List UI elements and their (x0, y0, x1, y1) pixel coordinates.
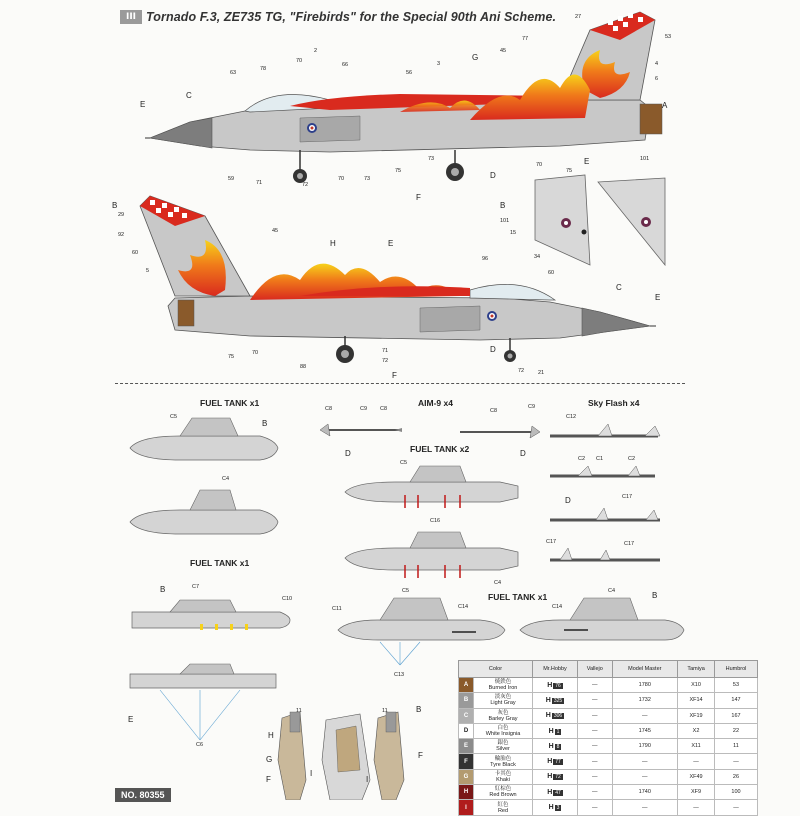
callout-C4c: C4 (608, 588, 616, 594)
callout-59: 59 (228, 176, 235, 182)
humbrol-value: 11 (714, 739, 757, 754)
col-humbrol: Humbrol (714, 661, 757, 678)
callout-45b: 45 (272, 228, 279, 234)
color-name-en: Silver (496, 746, 510, 753)
hobby-number: 306 (553, 713, 563, 720)
callout-88: 88 (300, 364, 307, 370)
mr-hobby-value (533, 754, 578, 769)
mr-hobby-value (533, 785, 578, 800)
callout-E-tank3: E (128, 715, 134, 724)
callout-C17: C17 (622, 494, 633, 500)
callout-B-tank4: B (652, 591, 658, 600)
model-master-value: 1732 (612, 693, 678, 708)
callout-D-sky: D (565, 496, 571, 505)
vallejo-value: — (578, 769, 613, 784)
hobby-number: 8 (556, 743, 560, 750)
callout-C5c: C5 (402, 588, 410, 594)
mr-hobby-value (533, 678, 578, 693)
callout-70b: 70 (338, 176, 345, 182)
callout-C5: C5 (170, 414, 178, 420)
table-row (459, 723, 758, 738)
callout-92: 92 (118, 232, 125, 238)
callout-72c: 72 (518, 368, 525, 374)
callout-D-aim9b: D (520, 449, 526, 458)
callout-71: 71 (256, 180, 263, 186)
fuel-tank-3-views (128, 558, 292, 748)
callout-F-seat: F (266, 775, 271, 784)
callout-D-aim9: D (345, 449, 351, 458)
wing-detail-panel-left (500, 175, 590, 265)
color-name-zh: 灰色 (497, 709, 509, 716)
color-name-zh: 淡灰色 (494, 694, 512, 701)
humbrol-value: — (714, 754, 757, 769)
callout-C6: C6 (196, 742, 204, 748)
callout-C13: C13 (394, 672, 405, 678)
callout-96: 96 (482, 256, 489, 262)
callout-63: 63 (230, 70, 237, 76)
callout-C17b: C17 (546, 539, 557, 545)
fuel-tank-4-title: FUEL TANK x1 (488, 592, 548, 602)
model-master-value: — (612, 708, 678, 723)
hobby-number: 76 (555, 682, 561, 689)
color-name-zh: 白色 (497, 725, 509, 732)
color-code: G (459, 769, 474, 784)
hobby-prefix: H (548, 727, 554, 735)
tamiya-value: X11 (678, 739, 715, 754)
callout-53: 53 (665, 34, 672, 40)
skyflash-missiles (546, 398, 660, 560)
callout-F2: F (392, 371, 397, 380)
callout-E3: E (655, 293, 661, 302)
callout-B-tank1: B (262, 419, 268, 428)
table-row (459, 678, 758, 693)
callout-C9: C9 (360, 406, 368, 412)
callout-77: 77 (522, 36, 529, 42)
hobby-prefix: H (547, 681, 553, 689)
color-name-zh: 銀色 (497, 740, 509, 747)
scheme-title: Tornado F.3, ZE735 TG, "Firebirds" for the Special 90th Ani Scheme. (146, 10, 557, 24)
callout-C10: C10 (282, 596, 293, 602)
section-divider (115, 383, 685, 384)
tamiya-value: XF14 (678, 693, 715, 708)
model-master-value: — (612, 754, 678, 769)
mr-hobby-value (533, 708, 578, 723)
color-name (474, 708, 533, 723)
tamiya-value: — (678, 800, 715, 815)
hobby-prefix: H (547, 788, 553, 796)
color-name (474, 769, 533, 784)
table-row (459, 769, 758, 784)
tamiya-value: X2 (678, 723, 715, 738)
callout-C8b: C8 (380, 406, 388, 412)
callout-70c: 70 (536, 162, 543, 168)
callout-72: 72 (302, 182, 309, 188)
model-master-value: 1780 (612, 678, 678, 693)
tamiya-value: — (678, 754, 715, 769)
section-badge: III (120, 10, 142, 24)
callout-60b: 60 (548, 270, 555, 276)
hobby-prefix: H (545, 696, 551, 704)
color-name-en: Red Brown (489, 792, 517, 799)
callout-D2: D (490, 345, 496, 354)
callout-C5b: C5 (400, 460, 408, 466)
callout-56: 56 (406, 70, 413, 76)
callout-C11: C11 (332, 606, 342, 612)
callout-E2: E (388, 239, 394, 248)
callout-78: 78 (260, 66, 267, 72)
table-row (459, 739, 758, 754)
skyflash-title: Sky Flash x4 (588, 398, 640, 408)
color-code: B (459, 693, 474, 708)
tamiya-value: XF9 (678, 785, 715, 800)
color-name-en: Khaki (496, 776, 510, 783)
callout-C2b: C2 (628, 456, 636, 462)
color-name-en: Tyre Black (490, 761, 516, 768)
table-row (459, 693, 758, 708)
model-master-value: — (612, 800, 678, 815)
hobby-number: 1 (556, 728, 560, 735)
callout-60: 60 (132, 250, 139, 256)
humbrol-value: 26 (714, 769, 757, 784)
color-name-zh: 輪胎色 (494, 755, 512, 762)
color-name (474, 678, 533, 693)
color-name (474, 800, 533, 815)
callout-4: 4 (655, 61, 659, 67)
ejection-seat-left (266, 708, 306, 800)
color-code: A (459, 678, 474, 693)
color-name-en: Red (497, 807, 509, 814)
callout-A: A (662, 101, 668, 110)
aim9-title: AIM-9 x4 (418, 398, 453, 408)
callout-29: 29 (118, 212, 125, 218)
skyflash-3 (550, 494, 660, 520)
vallejo-value: — (578, 754, 613, 769)
callout-B-top: B (112, 201, 118, 210)
hobby-prefix: H (548, 742, 554, 750)
callout-B-tank3: B (160, 585, 166, 594)
vallejo-value: — (578, 708, 613, 723)
skyflash-2 (550, 456, 655, 476)
hobby-prefix: H (548, 804, 554, 812)
color-name-en: Burned Iron (488, 685, 518, 692)
table-header-row (459, 661, 758, 678)
callout-C1: C1 (596, 456, 604, 462)
hobby-prefix: H (547, 758, 553, 766)
callout-34: 34 (534, 254, 541, 260)
color-name (474, 693, 533, 708)
callout-C7: C7 (192, 584, 200, 590)
fuel-tank-1-title: FUEL TANK x1 (200, 398, 260, 408)
fuel-tank-3-title: FUEL TANK x1 (190, 558, 250, 568)
mr-hobby-value (533, 693, 578, 708)
mr-hobby-value (533, 739, 578, 754)
callout-C4: C4 (222, 476, 230, 482)
col-tamiya: Tamiya (678, 661, 715, 678)
callout-C: C (186, 91, 192, 100)
table-row (459, 785, 758, 800)
humbrol-value: 100 (714, 785, 757, 800)
color-name-en: White Insignia (485, 731, 521, 738)
callout-F: F (416, 193, 421, 202)
callout-G: G (472, 53, 479, 62)
humbrol-value: 22 (714, 723, 757, 738)
model-master-value: — (612, 769, 678, 784)
color-name-en: Light Gray (490, 700, 516, 707)
color-code: F (459, 754, 474, 769)
table-row (459, 708, 758, 723)
hobby-number: 325 (553, 697, 563, 704)
callout-70d: 70 (252, 350, 259, 356)
callout-B-seat: B (416, 705, 422, 714)
callout-6: 6 (655, 76, 659, 82)
col-mr-hobby: Mr.Hobby (533, 661, 578, 678)
ejection-seats (266, 705, 423, 800)
hobby-number: 47 (555, 789, 561, 796)
vallejo-value: — (578, 723, 613, 738)
color-code: I (459, 800, 474, 815)
callout-C14: C14 (458, 604, 469, 610)
vallejo-value: — (578, 678, 613, 693)
vallejo-value: — (578, 693, 613, 708)
humbrol-value: 167 (714, 708, 757, 723)
callout-72b: 72 (382, 358, 389, 364)
callout-3: 3 (437, 61, 441, 67)
callout-C8: C8 (325, 406, 333, 412)
callout-G-seat: G (266, 755, 273, 764)
callout-H-seat: H (268, 731, 274, 740)
color-name (474, 723, 533, 738)
callout-75b: 75 (566, 168, 573, 174)
callout-F-seat2: F (418, 751, 423, 760)
vallejo-value: — (578, 785, 613, 800)
hobby-number: 3 (556, 805, 560, 812)
ejection-seat-center (310, 714, 370, 800)
callout-E: E (140, 100, 146, 109)
col-vallejo: Vallejo (578, 661, 613, 678)
kit-number: NO. 80355 (115, 788, 171, 802)
callout-C17c: C17 (624, 541, 635, 547)
callout-I-right: I (366, 775, 369, 784)
col-model-master: Model Master (612, 661, 678, 678)
callout-15: 15 (510, 230, 517, 236)
callout-71b: 71 (382, 348, 389, 354)
vallejo-value: — (578, 739, 613, 754)
humbrol-value: 53 (714, 678, 757, 693)
callout-C4b: C4 (494, 580, 502, 586)
callout-C12: C12 (566, 414, 577, 420)
fuel-tank-1-views (130, 398, 278, 534)
color-code: H (459, 785, 474, 800)
humbrol-value: — (714, 800, 757, 815)
hobby-prefix: H (545, 712, 551, 720)
color-reference-table (458, 660, 758, 816)
hobby-number: 72 (555, 774, 561, 781)
callout-C9b: C9 (528, 404, 536, 410)
callout-B-detail: B (500, 201, 506, 210)
mr-hobby-value (533, 769, 578, 784)
callout-D: D (490, 171, 496, 180)
callout-C8c: C8 (490, 408, 498, 414)
model-master-value: 1790 (612, 739, 678, 754)
skyflash-1 (550, 414, 660, 436)
color-name-zh: 紅色 (497, 801, 509, 808)
color-name (474, 785, 533, 800)
ejection-seat-right (374, 705, 423, 800)
callout-73b: 73 (428, 156, 435, 162)
callout-11b: 11 (382, 708, 388, 714)
hobby-number: 77 (555, 759, 561, 766)
color-code: E (459, 739, 474, 754)
callout-E: E (584, 157, 590, 166)
callout-27: 27 (575, 14, 582, 20)
tamiya-value: XF49 (678, 769, 715, 784)
fuel-tank-2-title: FUEL TANK x2 (410, 444, 470, 454)
callout-H: H (330, 239, 336, 248)
model-master-value: 1740 (612, 785, 678, 800)
wing-detail-panel-right (598, 156, 665, 265)
tamiya-value: X10 (678, 678, 715, 693)
callout-75c: 75 (228, 354, 235, 360)
fuel-tank-2-views (345, 444, 518, 586)
table-row (459, 754, 758, 769)
callout-73: 73 (364, 176, 371, 182)
callout-5: 5 (146, 268, 150, 274)
hobby-prefix: H (547, 773, 553, 781)
mr-hobby-value (533, 723, 578, 738)
callout-66: 66 (342, 62, 349, 68)
color-name-zh: 焼鉄色 (494, 679, 512, 686)
color-name-zh: 紅棕色 (494, 786, 512, 793)
vallejo-value: — (578, 800, 613, 815)
callout-21: 21 (538, 370, 545, 376)
mr-hobby-value (533, 800, 578, 815)
callout-101: 101 (500, 218, 510, 224)
callout-C2: C2 (578, 456, 586, 462)
humbrol-value: 147 (714, 693, 757, 708)
callout-I: I (310, 769, 313, 778)
color-name (474, 754, 533, 769)
tamiya-value: XF19 (678, 708, 715, 723)
table-row (459, 800, 758, 815)
col-color: Color (459, 661, 533, 678)
color-name-zh: 卡其色 (494, 770, 512, 777)
callout-75: 75 (395, 168, 402, 174)
color-name-en: Barley Gray (488, 715, 518, 722)
callout-70: 70 (296, 58, 303, 64)
callout-C16: C16 (430, 518, 441, 524)
callout-C14b: C14 (552, 604, 563, 610)
callout-2: 2 (314, 48, 318, 54)
callout-45: 45 (500, 48, 507, 54)
color-code: C (459, 708, 474, 723)
callout-101b: 101 (640, 156, 650, 162)
color-name (474, 739, 533, 754)
color-code: D (459, 723, 474, 738)
model-master-value: 1745 (612, 723, 678, 738)
callout-C2: C (616, 283, 622, 292)
callout-11: 11 (296, 708, 302, 714)
skyflash-4 (546, 539, 660, 560)
